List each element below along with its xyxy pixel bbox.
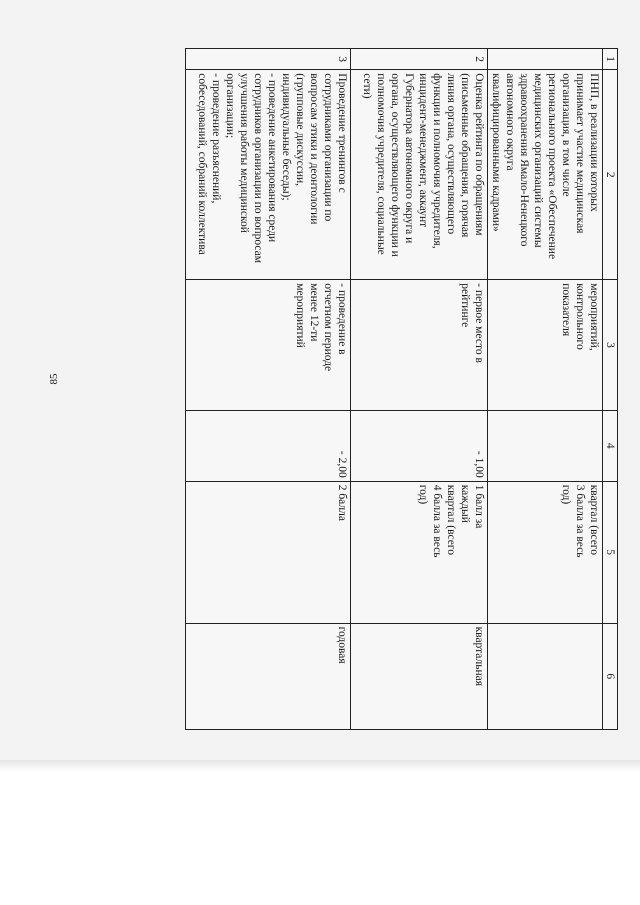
column-header: 3 [603, 280, 618, 411]
criteria-table [185, 48, 618, 730]
points-cell: - 2,00 [186, 410, 351, 481]
criterion-cell: ПНП, в реализации которых принимает участие медицинская организация, в том числе регионального проекта «Обеспечение медицинских организаций системы здравоохранения Ямало-Ненецкого автономного округа квалифицированными кадрами» [488, 70, 603, 280]
period-cell: годовая [186, 623, 351, 729]
column-header: 6 [603, 623, 618, 729]
max-points-cell: 1 балл за каждый квартал (всего 4 балла за весь год) [351, 481, 488, 623]
column-header: 5 [603, 481, 618, 623]
max-points-cell: 2 балла [186, 481, 351, 623]
row-number: 2 [351, 49, 488, 70]
row-number: 3 [186, 49, 351, 70]
column-header: 1 [603, 49, 618, 70]
period-cell: квартальная [351, 623, 488, 729]
column-header: 2 [603, 70, 618, 280]
table-row [351, 49, 488, 730]
header-row [603, 49, 618, 730]
table-row [488, 49, 603, 730]
condition-cell: - проведение в отчетном периоде менее 12-ти мероприятий [186, 280, 351, 411]
rotated-table-container [98, 48, 618, 730]
points-cell: - 1,00 [351, 410, 488, 481]
criterion-cell: Проведение тренингов с сотрудниками организации по вопросам этики и деонтологии (групповые дискуссии, индивидуальные беседы); - проведение анкетирования среди сотрудников организации по вопросам улучшения работы медицинской организации; - проведение разъяснений, собеседований, собраний коллектива [186, 70, 351, 280]
row-number [488, 49, 603, 70]
table-row [186, 49, 351, 730]
criterion-cell: Оценка рейтинга по обращениям (письменные обращения, горячая линия органа, осуществляющего функции и полномочия учредителя, инцидент-менеджмент, аккаунт Губернатора автономного округа и органа, осуществляющего функции и полномочия учредителя, социальные сети) [351, 70, 488, 280]
max-points-cell: квартал (всего 3 балла за весь год) [488, 481, 603, 623]
scan-edge [0, 760, 640, 772]
page-number: 85 [48, 373, 60, 385]
condition-cell: мероприятий, контрольного показателя [488, 280, 603, 411]
points-cell [488, 410, 603, 481]
condition-cell: - первое место в рейтинге [351, 280, 488, 411]
column-header: 4 [603, 410, 618, 481]
period-cell [488, 623, 603, 729]
